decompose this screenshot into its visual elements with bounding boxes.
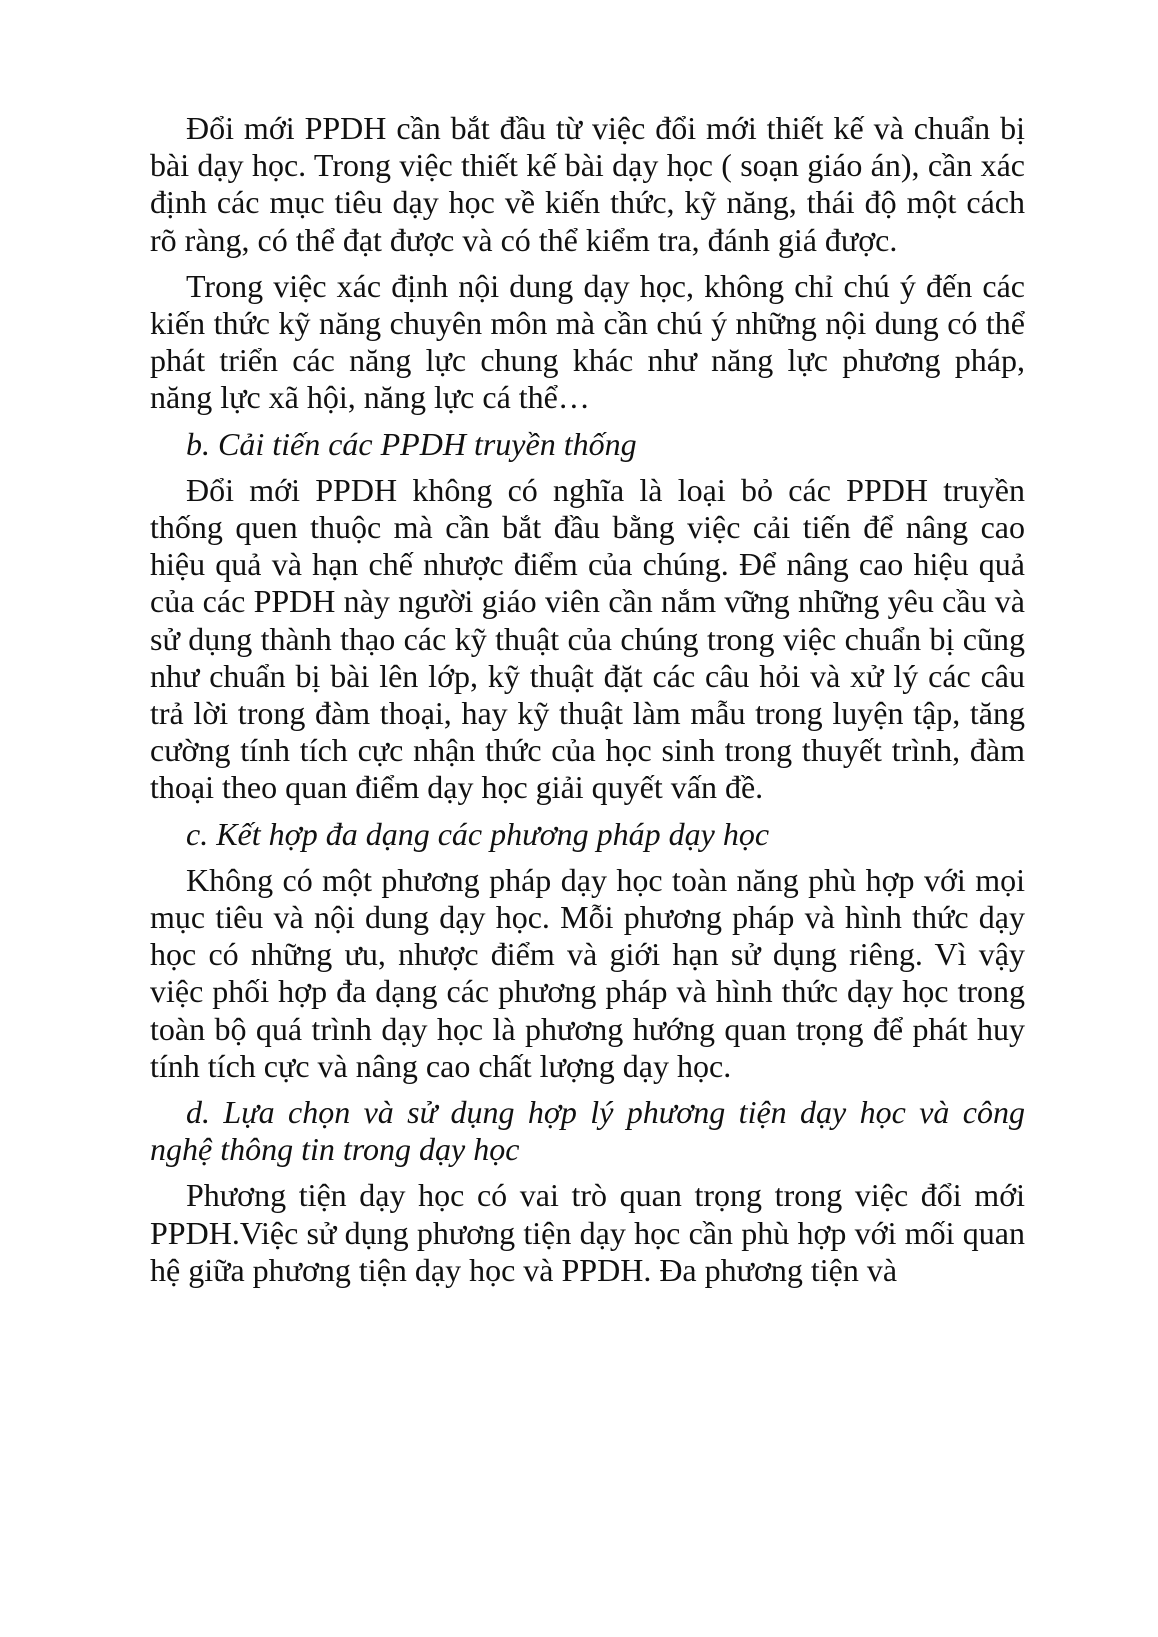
paragraph: Trong việc xác định nội dung dạy học, không chỉ chú ý đến các kiến thức kỹ năng chuyên môn mà cần chú ý những nội dung có thể phát triển các năng lực chung khác như năng lực phương pháp, năng lực xã hội, năng lực cá thể…: [150, 267, 1025, 416]
paragraph: Không có một phương pháp dạy học toàn năng phù hợp với mọi mục tiêu và nội dung dạy học. Mỗi phương pháp và hình thức dạy học có những ưu, nhược điểm và giới hạn sử dụng riêng. Vì vậy việc phối hợp đa dạng các phương pháp và hình thức dạy học trong toàn bộ quá trình dạy học là phương hướng quan trọng để phát huy tính tích cực và nâng cao chất lượng dạy học.: [150, 861, 1025, 1084]
document-page: [150, 110, 1025, 1298]
section-heading: c. Kết hợp đa dạng các phương pháp dạy học: [186, 815, 770, 852]
paragraph: Phương tiện dạy học có vai trò quan trọng trong việc đổi mới PPDH.Việc sử dụng phương tiện dạy học cần phù hợp với mối quan hệ giữa phương tiện dạy học và PPDH. Đa phương tiện và: [150, 1177, 1025, 1288]
paragraph: Đổi mới PPDH không có nghĩa là loại bỏ các PPDH truyền thống quen thuộc mà cần bắt đầu bằng việc cải tiến để nâng cao hiệu quả và hạn chế nhược điểm của chúng. Để nâng cao hiệu quả của các PPDH này người giáo viên cần nắm vững những yêu cầu và sử dụng thành thạo các kỹ thuật của chúng trong việc chuẩn bị cũng như chuẩn bị bài lên lớp, kỹ thuật đặt các câu hỏi và xử lý các câu trả lời trong đàm thoại, hay kỹ thuật làm mẫu trong luyện tập, tăng cường tính tích cực nhận thức của học sinh trong thuyết trình, đàm thoại theo quan điểm dạy học giải quyết vấn đề.: [150, 471, 1025, 806]
section-heading: d. Lựa chọn và sử dụng hợp lý phương tiện dạy học và công nghệ thông tin trong dạy học: [150, 1094, 1025, 1168]
section-heading: b. Cải tiến các PPDH truyền thống: [186, 425, 637, 462]
paragraph: Đổi mới PPDH cần bắt đầu từ việc đổi mới thiết kế và chuẩn bị bài dạy học. Trong việc thiết kế bài dạy học ( soạn giáo án), cần xác định các mục tiêu dạy học về kiến thức, kỹ năng, thái độ một cách rõ ràng, có thể đạt được và có thể kiểm tra, đánh giá được.: [150, 110, 1025, 258]
